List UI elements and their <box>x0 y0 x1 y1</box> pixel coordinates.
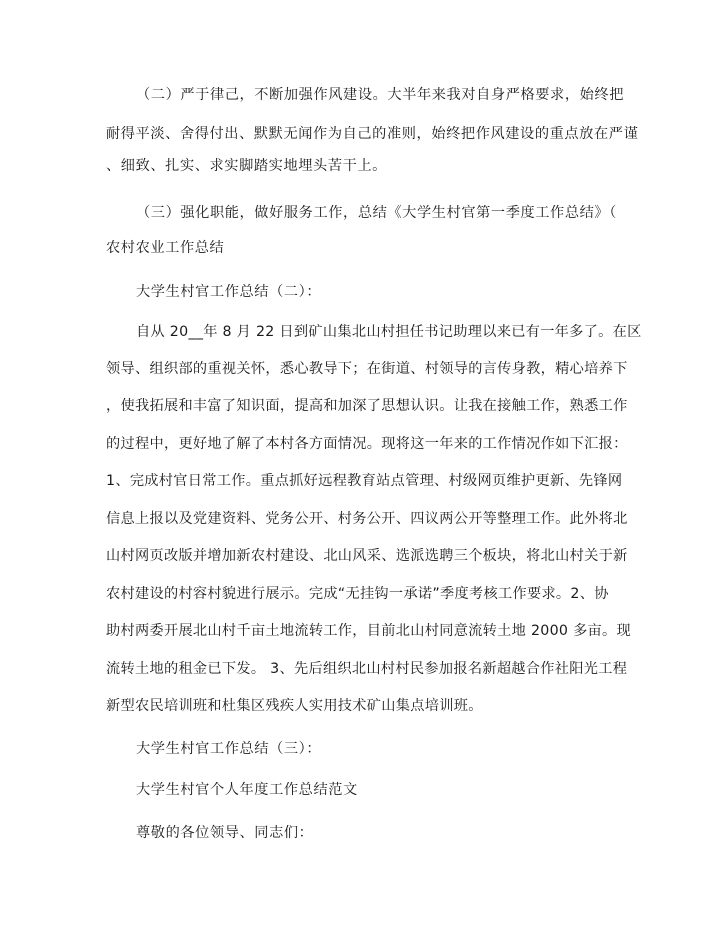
section-heading-2: 大学生村官工作总结（二）： <box>136 284 322 300</box>
paragraph-line-10: 的过程中，更好地了解了本村各方面情况。现将这一年来的工作情况作如下汇报： <box>106 436 628 452</box>
paragraph-line-8: 领导、组织部的重视关怀，悉心教导下；在街道、村领导的言传身教，精心培养下 <box>106 361 628 377</box>
paragraph-line-16: 流转土地的租金已下发。 3、先后组织北山村村民参加报名新超越合作社阳光工程 <box>106 661 628 677</box>
paragraph-line-9: ，使我拓展和丰富了知识面，提高和加深了思想认识。让我在接触工作，熟悉工作 <box>106 398 628 414</box>
paragraph-line-3: 、细致、扎实、求实脚踏实地埋头苦干上。 <box>106 158 387 174</box>
paragraph-line-11: 1、完成村官日常工作。重点抓好远程教育站点管理、村级网页维护更新、先锋网 <box>106 473 623 489</box>
paragraph-line-13: 山村网页改版并增加新农村建设、北山风采、选派选聘三个板块，将北山村关于新 <box>106 548 628 564</box>
section-heading-3: 大学生村官工作总结（三）： <box>136 741 322 757</box>
paragraph-line-15: 助村两委开展北山村千亩土地流转工作，目前北山村同意流转土地 2000 多亩。现 <box>106 623 632 639</box>
paragraph-line-4: （三）强化职能，做好服务工作，总结《大学生村官第一季度工作总结》（ <box>136 205 617 221</box>
paragraph-line-12: 信息上报以及党建资料、党务公开、村务公开、四议两公开等整理工作。此外将北 <box>106 511 628 527</box>
paragraph-line-14: 农村建设的村容村貌进行展示。完成“无挂钩一承诺”季度考核工作要求。2、协 <box>106 586 609 602</box>
paragraph-line-5: 农村农业工作总结 <box>106 240 225 256</box>
paragraph-line-7: 自从 20__年 8 月 22 日到矿山集北山村担任书记助理以来已有一年多了。在区 <box>136 324 642 340</box>
section-subtitle: 大学生村官个人年度工作总结范文 <box>136 782 358 798</box>
salutation-line: 尊敬的各位领导、同志们： <box>136 825 314 841</box>
paragraph-line-17: 新型农民培训班和杜集区残疾人实用技术矿山集点培训班。 <box>106 698 483 714</box>
paragraph-line-2: 耐得平淡、舍得付出、默默无闻作为自己的准则，始终把作风建设的重点放在严谨 <box>106 126 639 142</box>
paragraph-line-1: （二）严于律己，不断加强作风建设。大半年来我对自身严格要求，始终把 <box>136 87 624 103</box>
